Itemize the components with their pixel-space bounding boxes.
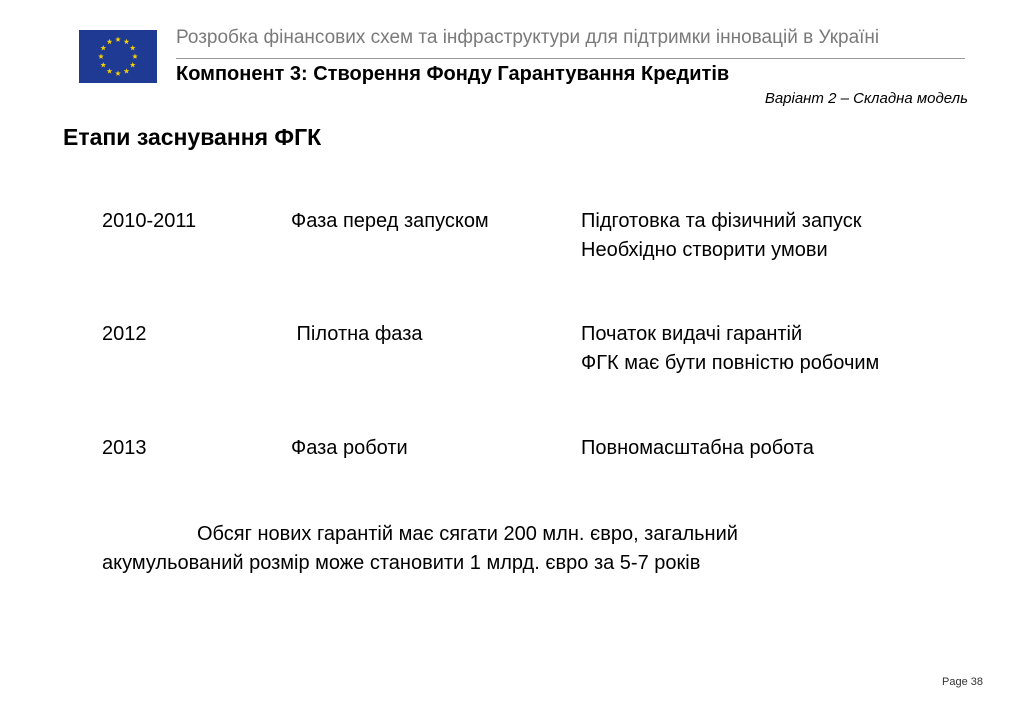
phase-period: 2012 [102,323,147,345]
variant-label: Варіант 2 – Складна модель [764,90,968,107]
phase-name: Пілотна фаза [291,323,423,345]
summary-text [102,520,902,578]
phase-detail-line: Підготовка та фізичний запуск [581,210,862,232]
phase-details [581,207,861,265]
phase-period: 2013 [102,437,147,459]
phase-details [581,320,879,378]
summary-line: Обсяг нових гарантій має сягати 200 млн. євро, загальний [197,523,738,545]
phase-details [581,434,814,463]
phase-detail-line: Початок видачі гарантій [581,323,803,345]
summary-line: акумульований розмір може становити 1 млрд. євро за 5-7 років [102,552,701,574]
phase-period: 2010-2011 [102,210,197,232]
phase-detail-line: ФГК має бути повністю робочим [581,352,880,374]
component-title: Компонент 3: Створення Фонду Гарантування Кредитів [176,63,730,85]
eu-flag-logo [79,30,157,83]
page-title: Етапи заснування ФГК [63,124,322,150]
header-divider [176,58,965,59]
phase-name: Фаза перед запуском [291,210,489,232]
project-title: Розробка фінансових схем та інфраструктури для підтримки інновацій в Україні [176,27,880,48]
phase-detail-line: Повномасштабна робота [581,437,814,459]
phase-name: Фаза роботи [291,437,408,459]
page-number: Page 38 [942,676,983,688]
phase-detail-line: Необхідно створити умови [581,239,828,261]
